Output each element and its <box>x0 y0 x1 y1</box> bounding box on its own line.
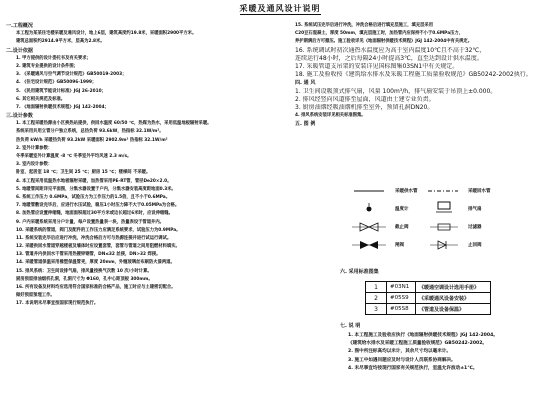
text-line: 4. 排风系统安装详见相关标准图集。 <box>295 113 366 119</box>
section-heading: 一.工程概况 <box>6 23 33 29</box>
text-line: 7. 地暖管敷设完毕后，应进行水压试验，稳压1小时压力降不大于0.05MPa为合格。 <box>16 203 180 209</box>
text-line: 18. 施工及验收按《建筑给水排水及采暖工程施工质量验收规范》GB50242-2002执行。 <box>295 71 532 79</box>
text-line: 2. 建筑专业提供的设计条件图； <box>16 63 78 69</box>
atlas-code: #05S8 <box>387 304 416 315</box>
atlas-heading: 六. 采用标准图集 <box>340 269 379 275</box>
page-title <box>0 3 560 14</box>
legend-label: 闸阀 <box>395 243 404 248</box>
atlas-desc: 《管道及设备保温》 <box>416 304 491 315</box>
atlas-table <box>365 281 491 315</box>
text-line: 10. 采暖系统的管道，阀门及配件的工作压力应满足系统要求，试验压力为0.9MPa。 <box>16 227 181 233</box>
atlas-no: 2 <box>366 293 387 304</box>
section-heading: 五. 图 例 <box>295 121 316 128</box>
atlas-no: 1 <box>366 282 387 293</box>
text-line: 建筑总面积约2914.9平方米，层高为2.8米。 <box>16 39 105 45</box>
text-line: 3. 室内设计参数： <box>16 162 53 168</box>
note-line: 2. 图中所注标高均以米计，其余尺寸均以毫米计。 <box>348 349 452 355</box>
text-line: 养护期满后方可撤压。施工验收详见《地面辐射供暖技术规程》JGJ 142-2004中有关规定。 <box>295 39 473 45</box>
legend-label: 温度计 <box>395 207 409 212</box>
legend-label: 截止阀 <box>395 225 409 230</box>
text-line: 3. 《采暖通风与空气调节设计规范》GB50019-2003； <box>16 72 127 78</box>
text-line: 本工程为某某住宅楼采暖及通风设计，地上6层，建筑高度约19.8米，采暖面积2900平方米。 <box>16 31 197 37</box>
legend-label: 采暖回水管 <box>468 189 491 194</box>
text-line: 16. 系统调试时初次通热水温度应为高于室内温度10℃且不高于32℃， <box>295 46 486 54</box>
text-line: 13. 管道井内供回水干管采用热镀锌钢管，DN≤32 丝接，DN>32 焊接。 <box>16 252 161 258</box>
text-line: 1. 卫生间设吸顶式排气扇，风量 100m³/h，排气扇安装于吊顶上±0.000。 <box>295 87 497 95</box>
text-line: 16. 所有设备及材料均应选用符合国家标准的合格产品，施工时应与土建密切配合。 <box>16 285 176 290</box>
legend-label: 排气扇 <box>468 207 482 212</box>
table-row <box>366 282 491 293</box>
text-line: 2. 室外计算参数： <box>16 145 53 151</box>
text-line: 5. 地暖管间距详见平面图，分集水器设置于户内，分集水器安装高度距地面0.3米。 <box>16 186 176 192</box>
notes <box>348 331 553 372</box>
text-line: 11. 系统安装完毕后应进行冲洗，冲洗合格后方可与热源连接并进行试运行调试。 <box>16 235 172 241</box>
legend-label: 采暖供水管 <box>395 189 418 194</box>
text-line: 5. 《民用建筑节能设计标准》JGJ 26-2010； <box>16 88 106 94</box>
legend-label: 止回阀 <box>468 243 482 248</box>
thermometer-symbol <box>367 207 372 212</box>
text-line: 3. 厨房油烟经吸油烟机排至室外，预留孔洞DN20。 <box>295 103 434 111</box>
fan-symbol <box>438 202 450 209</box>
text-line: 系统采用共用立管分户独立系统，总热负荷 93.6kW，热指标 32.1W/m²。 <box>16 129 164 135</box>
text-line: 6. 系统工作压力 0.6MPa，试验压力为工作压力的1.5倍，且不小于0.6MPa。 <box>16 194 170 200</box>
text-line: 17. 本说明未尽事宜按国家现行规范执行。 <box>16 301 99 307</box>
text-line: 7. 《地面辐射供暖技术规程》JGJ 142-2004； <box>16 104 109 110</box>
legend-symbols <box>350 185 500 261</box>
note-line: 4. 未尽事宜均按现行国家有关规范执行，室温允许波动±1℃。 <box>348 365 478 371</box>
atlas-no: 3 <box>366 304 387 315</box>
table-row <box>366 304 491 315</box>
text-line: 9. 户内采暖系统采用分户计量，每户设置热量表一块，热量表设于管道井内。 <box>16 219 164 225</box>
atlas-desc: 《采暖通风设备安装》 <box>416 293 491 304</box>
section-heading: 四. 通 风 <box>295 80 316 87</box>
right-column <box>295 22 555 128</box>
text-line: 15. 系统试压完毕后进行冲洗，冲洗合格后进行填充层施工，填充层采用 <box>295 23 434 28</box>
atlas-desc: 《暖通空调设计选用手册》 <box>416 282 491 293</box>
text-line: 热负荷 kW/h 采暖热负荷 93.2kW 采暖面积 2902.9m² 热指标 32.1W/m² <box>16 137 168 143</box>
text-line: 连续运行48小时，之后每隔24小时提高3℃，直至达到设计供水温度。 <box>295 54 483 62</box>
title-text: 采暖及通风设计说明 <box>239 4 321 13</box>
text-line: 2. 排风经竖向风道排至屋面，风道由土建专业负责。 <box>295 95 435 103</box>
legend-label: 过滤器 <box>468 225 482 230</box>
text-line: 冬季采暖室外计算温度 -8 ℃ 冬季室外平均风速 2.3 m/s。 <box>16 154 132 159</box>
text-line: 厨房预留排油烟机孔洞，孔洞尺寸为 Φ160，孔中心距顶板 300mm。 <box>16 276 153 282</box>
left-column <box>6 22 268 309</box>
text-line: 做好预留预埋工作。 <box>16 293 55 299</box>
notes-heading: 七. 说 明 <box>340 323 361 329</box>
note-line: 《建筑给水排水及采暖工程施工质量验收规范》GB50242-2002。 <box>348 341 488 347</box>
atlas-code: #05S9 <box>387 293 416 304</box>
section-heading: 三.设计参数 <box>6 113 33 120</box>
note-line: 1. 本工程施工及验收应执行《地面辐射供暖技术规程》JGJ 142-2004。 <box>348 333 498 338</box>
text-line: 6. 其它相关规范及标准。 <box>16 96 66 102</box>
text-line: 17. 采暖管道支吊架的安装详见国标图集03SN1中有关规定。 <box>295 62 459 70</box>
text-line: 8. 加热管应设置伸缩缝，地面面积超过30平方米或边长超过6米时，应设伸缩缝。 <box>16 211 173 217</box>
atlas-code: #03N1 <box>387 282 416 293</box>
note-line: 3. 施工中如遇问题应及时与设计人员联系协商解决。 <box>348 357 456 363</box>
table-row <box>366 293 491 304</box>
text-line: 4. 本工程采用低温热水地板辐射采暖，加热管采用PE-RT管，管径De20×2.0。 <box>16 178 172 184</box>
text-line: 4. 《住宅设计规范》GB50096-1999； <box>16 80 97 86</box>
text-line: 12. 采暖供回水管道穿越楼板及墙体时应设置套管，套管与管道之间用阻燃材料填实。 <box>16 244 180 250</box>
text-line: 1. 本工程采暖热源由小区换热站提供，供回水温度 60/50 ℃，热媒为热水，采用低温地板辐射采暖。 <box>16 121 212 127</box>
text-line: C20豆石混凝土，厚度 50mm，填充层施工时，加热管内应保持不小于0.6MPa压力， <box>295 31 463 37</box>
text-line: 1. 甲方提供的设计委托书及有关要求； <box>16 55 91 61</box>
text-line: 15. 排风系统：卫生间设排气扇，排风量按换气次数 10 次/小时计算。 <box>16 268 152 274</box>
legend <box>350 185 500 261</box>
section-heading: 二.设计依据 <box>6 47 33 54</box>
text-line: 14. 采暖管道保温采用橡塑保温管壳，厚度 20mm，外缠玻璃丝布刷防火漆两道。 <box>16 260 175 266</box>
text-line: 卧室、起居室 18 ℃；卫生间 25 ℃；厨房 15 ℃；楼梯间 不采暖。 <box>16 170 151 176</box>
